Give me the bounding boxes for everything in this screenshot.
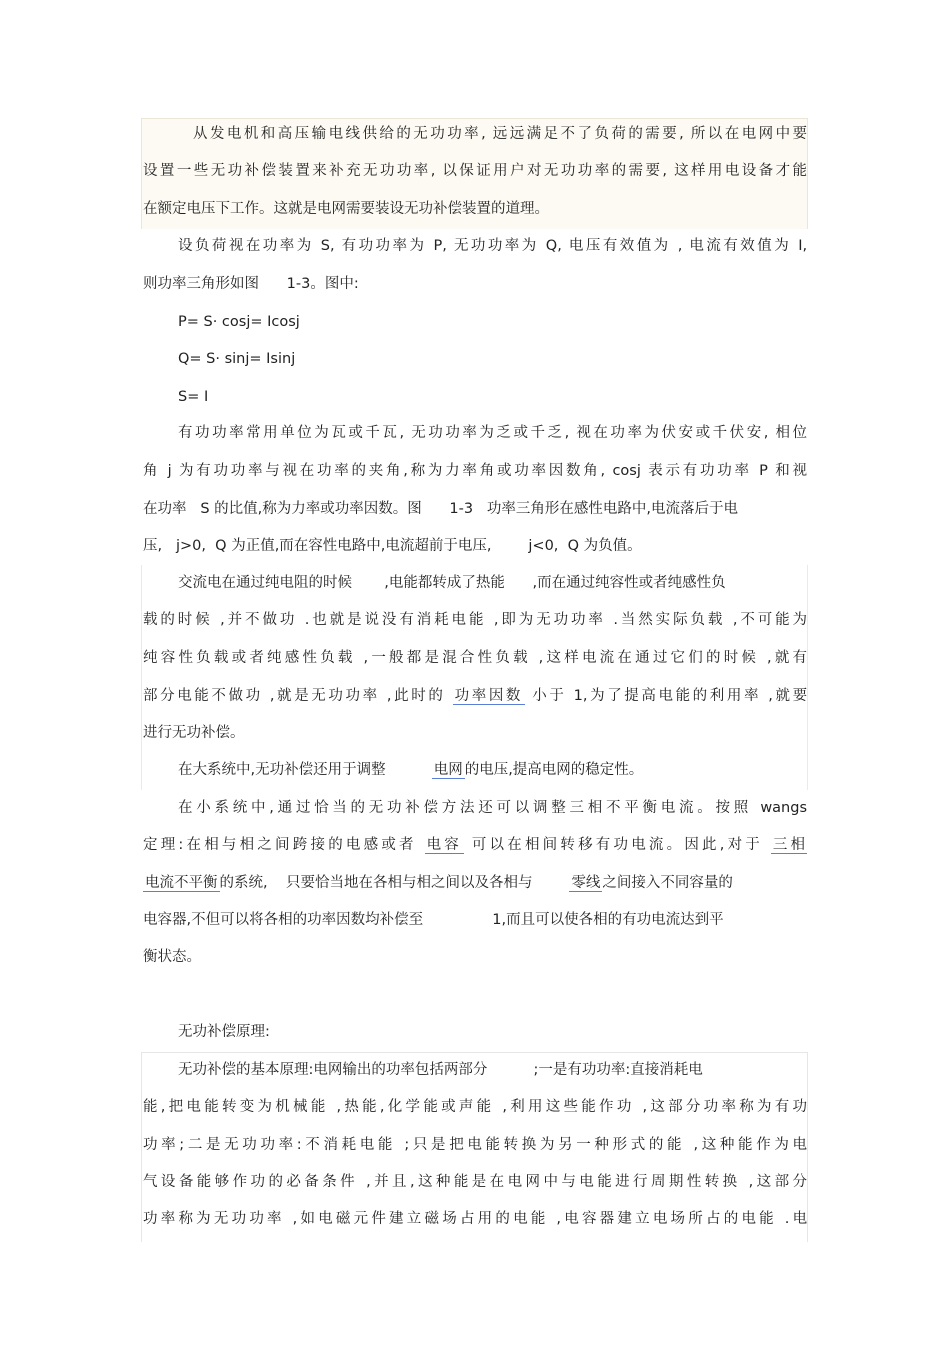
text-segment: 1-3。图中: [286,276,359,292]
text-segment: 小于 [532,688,567,704]
text-segment: .电 [784,1211,807,1227]
text-segment: 这样用电设备才能 [674,163,807,179]
paragraph-7-line-1 [178,1059,807,1081]
text-segment: 1-3 [449,501,474,517]
text-segment: 从发电机和高压输电线供给的无功功率, [193,126,486,142]
paragraph-7-line-5 [143,1208,807,1230]
text-segment: ,就是无功功率 [269,688,380,704]
link-current-imbalance[interactable]: 电流不平衡 [145,875,218,891]
text-segment: ,不可能为 [732,612,807,628]
link-capacitor[interactable]: 电容 [426,837,462,853]
paragraph-3-line-4 [143,535,807,557]
text-segment: ,而在通过纯容性或者纯感性负 [532,575,726,591]
text-segment: 部分电能不做功 [143,688,263,704]
text-segment: 气设备能够作功的必备条件 [143,1174,359,1190]
paragraph-6-line-5: 衡状态。 [143,949,201,965]
paragraph-4-line-5: 进行无功补偿。 [143,725,245,741]
text-segment: 定理:在相与相之间跨接的电感或者 [143,837,417,853]
text-segment: 1,为了提高电能的利用率 [573,688,762,704]
text-segment: 只要恰当地在各相与相之间以及各相与 [286,875,533,891]
text-segment: 设置一些无功补偿装置来补充无功功率, [143,163,436,179]
text-segment: 纯容性负载或者纯感性负载 [143,650,356,666]
text-segment: ,此时的 [386,688,446,704]
section-heading: 无功补偿原理: [178,1024,270,1040]
text-segment: j>0, [175,538,206,554]
text-segment: Q 为正值,而在容性电路中,电流超前于电压, [215,538,492,554]
paragraph-2-line-2 [143,273,807,295]
text-segment: .当然实际负载 [613,612,726,628]
text-segment: ,就有 [767,650,807,666]
paragraph-1-line-3: 在额定电压下工作。这就是电网需要装设无功补偿装置的道理。 [143,201,549,217]
text-segment: ,这部分功率称为有功 [642,1099,807,1115]
text-segment: ,这样电流在通过它们的时候 [538,650,760,666]
text-segment: 功率;二是无功功率:不消耗电能 [143,1137,397,1153]
text-segment: ;只是把电能转换为另一种形式的能 [404,1137,686,1153]
formula-p: P= S· cosj= Icosj [178,314,300,330]
paragraph-5 [178,759,807,781]
paragraph-6-line-3 [143,872,807,894]
text-segment: P 和视 [759,463,807,479]
text-segment: 的电压,提高电网的稳定性。 [464,762,644,778]
text-segment: ,即为无功功率 [493,612,606,628]
text-segment: 视在功率为伏安或千伏安, [576,425,769,441]
paragraph-7-line-4 [143,1171,807,1193]
highlight-box-2 [141,565,808,790]
paragraph-7-line-2 [143,1096,807,1118]
paragraph-4-line-2 [143,609,807,631]
text-segment: 在大系统中,无功补偿还用于调整 [178,762,386,778]
paragraph-6-line-4 [143,909,807,931]
text-segment: 载的时候 [143,612,213,628]
text-segment: 的系统, [219,875,268,891]
paragraph-3-line-2 [143,460,807,482]
formula-s: S= I [178,389,209,405]
paragraph-7-line-3 [143,1134,807,1156]
link-neutral-wire[interactable]: 零线 [571,875,601,891]
text-segment: ,并且,这种能是在电网中与电能进行周期性转换 [366,1174,741,1190]
text-segment: 电流有效值为 [689,238,792,254]
text-segment: j<0, [528,538,559,554]
text-segment: 压, [143,538,163,554]
formula-q: Q= S· sinj= Isinj [178,351,296,367]
text-segment: P, [433,238,447,254]
text-segment: 电压有效值为 [568,238,671,254]
text-segment: ,利用这些能作功 [502,1099,635,1115]
paragraph-1-line-2 [143,160,807,182]
text-segment: .也就是说没有消耗电能 [304,612,487,628]
text-segment: ,电能都转成了热能 [384,575,505,591]
text-segment: 远远满足不了负荷的需要, [492,126,684,142]
text-segment: 1,而且可以使各相的有功电流达到平 [492,912,724,928]
text-segment: 可以在相间转移有功电流。因此,对于 [471,837,763,853]
paragraph-4-line-1 [178,572,807,594]
text-segment: 角 j 为有功功率与视在功率的夹角,称为力率角或功率因数角, [143,463,606,479]
paragraph-2-line-1 [178,235,807,257]
link-power-grid[interactable]: 电网 [433,762,463,778]
text-segment: 电容器,不但可以将各相的功率因数均补偿至 [143,912,424,928]
paragraph-6-line-1 [178,797,807,819]
paragraph-1-line-1 [193,123,807,145]
text-segment: ,这部分 [748,1174,807,1190]
text-segment: wangs [760,800,807,816]
text-segment: , [677,238,683,254]
text-segment: 相位 [775,425,807,441]
text-segment: cosj [612,463,641,479]
text-segment: S 的比值,称为力率或功率因数。图 [200,501,422,517]
text-segment: 在功率 [143,501,187,517]
text-segment: 有功功率常用单位为瓦或千瓦, [178,425,405,441]
text-segment: ,如电磁元件建立磁场占用的电能 [292,1211,549,1227]
text-segment: 则功率三角形如图 [143,276,259,292]
text-segment: 以保证用户对无功功率的需要, [442,163,668,179]
text-segment: ,热能,化学能或声能 [336,1099,495,1115]
text-segment: I, [798,238,807,254]
text-segment: 表示有功功率 [648,463,752,479]
text-segment: 无功功率为 [453,238,539,254]
link-power-factor[interactable]: 功率因数 [454,688,524,704]
text-segment: ,一般都是混合性负载 [363,650,531,666]
link-three-phase[interactable]: 三相 [772,837,806,853]
text-segment: 设负荷视在功率为 [178,238,314,254]
text-segment: 无功补偿的基本原理:电网输出的功率包括两部分 [178,1062,488,1078]
text-segment: Q, [545,238,562,254]
text-segment: 交流电在通过纯电阻的时候 [178,575,352,591]
text-segment: ,这种能作为电 [693,1137,807,1153]
text-segment: 之间接入不同容量的 [602,875,733,891]
text-segment: 能,把电能转变为机械能 [143,1099,329,1115]
text-segment: 所以在电网中要 [690,126,807,142]
paragraph-4-line-3 [143,647,807,669]
text-segment: ;一是有功功率:直接消耗电 [533,1062,703,1078]
text-segment: ,电容器建立电场所占的电能 [556,1211,777,1227]
text-segment: ,就要 [768,688,807,704]
text-segment: 功率称为无功功率 [143,1211,285,1227]
text-segment: 在小系统中,通过恰当的无功补偿方法还可以调整三相不平衡电流。按照 [178,800,752,816]
paragraph-3-line-1 [178,422,807,444]
paragraph-4-line-4 [143,685,807,707]
text-segment: Q 为负值。 [567,538,642,554]
paragraph-3-line-3 [143,498,807,520]
text-segment: ,并不做功 [220,612,298,628]
paragraph-6-line-2 [143,834,807,856]
text-segment: 功率三角形在感性电路中,电流落后于电 [486,501,739,517]
text-segment: 无功功率为乏或千乏, [411,425,570,441]
text-segment: S, [320,238,335,254]
text-segment: 有功功率为 [341,238,427,254]
